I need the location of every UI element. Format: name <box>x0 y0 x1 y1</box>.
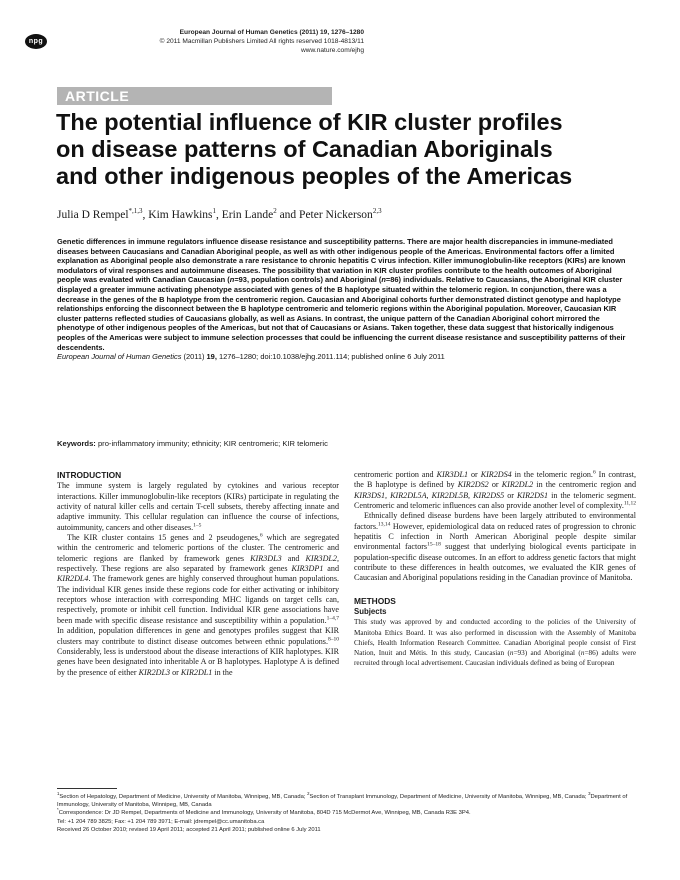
reference-marker[interactable]: 8–10 <box>328 635 339 642</box>
author-list <box>57 207 382 221</box>
author-name: and Peter Nickerson <box>276 208 373 221</box>
abstract <box>57 237 637 362</box>
author-affiliation-marker: 1 <box>212 207 217 215</box>
reference-marker[interactable]: 11,12 <box>623 500 637 507</box>
author-affiliation-marker: 2,3 <box>372 207 382 215</box>
copyright-line: © 2011 Macmillan Publishers Limited All rights reserved 1018-4813/11 <box>159 38 364 45</box>
author-affiliation-marker: 2 <box>273 207 277 215</box>
journal-header <box>0 0 680 80</box>
received-dates-line: Received 26 October 2010; revised 19 April 2011; accepted 21 April 2011; published online 6 July 2011 <box>57 826 321 833</box>
keywords-text: pro-inflammatory immunity; ethnicity; KIR centromeric; KIR telomeric <box>95 439 328 448</box>
affiliations-footnote <box>57 793 639 834</box>
author-name: Julia D Rempel <box>57 208 129 221</box>
section-heading-methods: METHODS <box>354 595 396 606</box>
citation-volume: 19, <box>206 352 217 362</box>
abstract-text: n <box>229 275 235 285</box>
abstract-citation <box>57 352 445 361</box>
abstract-text: =86) individuals. Relative to Caucasians, the Aboriginal KIR cluster displayed a greater immune activating phenotype associated with genes of the B haplotype situated within the telomeric region. In conjunction, there was a decrease in the genes of the B haplotype from the centromeric region. Caucasian and Aboriginal cohorts further demonstrated distinct genotype and haplotype relationships enforcing the disconnect between the B haplotype centromeric and telomeric regions within the Aboriginal population. Moreover, Caucasian KIR cluster patterns reflected studies of Caucasians globally, as well as Asians. In contrast, the unique pattern of the Canadian Aboriginal cohort mirrored the phenotype of other indigenous peoples of the Americas, but not that of Caucasians or Asians. Taken together, these data suggest that historically indigenous peoples of the Americas were subject to immune selection processes that could be influencing the current disease resistance and susceptibility patterns of their descendents. <box>57 275 626 352</box>
keywords-line <box>57 439 328 448</box>
article-title <box>56 109 616 190</box>
author-name: , Kim Hawkins <box>142 208 213 221</box>
title-line: and other indigenous peoples of the Americas <box>56 163 573 189</box>
article-type-label: ARTICLE <box>65 88 130 104</box>
body-paragraph: This study was approved by and conducted according to the policies of the University of Manitoba Ethics Board. It was also performed in discussion with the Assembly of Manitoba Chiefs, Health Information Research Committee. Canadian Aboriginal people consist of First Nation, Inuit and Métis. In this study, Caucasian (n=93) and Aboriginal (n=86) adults were recruited through local advertisement. Caucasian individuals defined as being of European <box>354 618 637 668</box>
body-paragraph: The immune system is largely regulated by cytokines and various receptor interactions. Killer immunoglobulin-like receptors (KIRs) participate in regulating the activity of natural killer cells and certain T-cell subsets, thereby affecting innate and adaptive immunity. This cellular regulation can influence the course of infections, autoimmunity, cancers and other diseases.$^{1-5}$ <box>57 481 339 532</box>
reference-marker[interactable]: 6 <box>259 532 263 539</box>
reference-marker[interactable]: 15–18 <box>427 541 441 548</box>
contact-line: Tel: +1 204 789 3825; Fax: +1 204 789 3971; E-mail: jdrempel@cc.umanitoba.ca <box>57 818 265 825</box>
npg-logo: npg <box>25 34 47 49</box>
subsection-heading-subjects: Subjects <box>354 607 387 617</box>
author-name: , Erin Lande <box>216 208 274 221</box>
reference-marker[interactable]: 1–5 <box>193 522 202 529</box>
abstract-text: n <box>381 275 386 285</box>
affiliation-line: $^1$Section of Hepatology, Department of Medicine, University of Manitoba, Winnipeg, MB, Canada; $^2$Section of Transplant Immunology, Department of Medicine, University of Manitoba, Winnipeg, MB, Canada; $^3$Department of Immunology, University of Manitoba, Winnipeg, MB, Canada <box>57 791 628 809</box>
keywords-label: Keywords: <box>57 439 96 448</box>
abstract-text: Genetic differences in immune regulators influence disease resistance and susceptibility patterns. There are major health discrepancies in immune-mediated diseases between Caucasians and Canadian Aboriginal people, as well as with other indigenous people of the Americas. Environmental factors offer a limited explanation as Aboriginal people also demonstrate a rare resistance to chronic hepatitis C virus infection. Killer immunoglobulin-like receptors (KIRs) are known modulators of viral responses and autoimmune diseases. The possibility that variation in KIR cluster profiles contribute to the health outcomes of Aboriginal people was evaluated with Canadian Caucasian ( <box>57 237 626 285</box>
abstract-text: =93, population controls) and Aboriginal ( <box>234 275 382 285</box>
author-affiliation-marker: *,1,3 <box>128 207 143 215</box>
title-line: on disease patterns of Canadian Aboriginals <box>56 136 553 162</box>
footnote-divider <box>57 788 117 789</box>
journal-website-link[interactable]: www.nature.com/ejhg <box>300 47 364 54</box>
citation-journal: European Journal of Human Genetics <box>57 352 182 362</box>
reference-marker[interactable]: 13,14 <box>378 521 391 528</box>
article-type-banner <box>57 87 332 105</box>
body-column-right <box>354 470 636 668</box>
reference-marker[interactable]: 1–4,7 <box>326 615 339 622</box>
body-paragraph: centromeric portion and KIR3DL1 or KIR2DS4 in the telomeric region.$^6$ In contrast, the B haplotype is defined by KIR2DS2 or KIR2DL2 in the centromeric region and KIR3DS1, KIR2DL5A, KIR2DL5B, KIR2DS5 or KIR2DS1 in the telomeric segment. Centromeric and telomeric influences can also provide another level of complexity.$^{11,12}$ <box>354 469 637 511</box>
section-heading-introduction: INTRODUCTION <box>57 470 122 480</box>
citation-doi[interactable]: 1276–1280; doi:10.1038/ejhg.2011.114; published online 6 July 2011 <box>216 352 445 362</box>
correspondence-line: *Correspondence: Dr JD Rempel, Departments of Medicine and Immunology, University of Manitoba, 804D 715 McDermot Ave, Winnipeg, MB, Canada R3E 3P4. <box>57 807 471 817</box>
citation-year: (2011) <box>181 352 207 362</box>
journal-citation-line: European Journal of Human Genetics (2011) 19, 1276–1280 <box>179 29 364 36</box>
methods-section <box>354 596 636 669</box>
reference-marker[interactable]: 6 <box>592 469 596 476</box>
title-line: The potential influence of KIR cluster profiles <box>56 109 563 135</box>
body-paragraph: The KIR cluster contains 15 genes and 2 pseudogenes,$^6$ which are segregated within the centromeric and telomeric portions of the cluster. The centromeric and telomeric regions are flanked by framework genes KIR3DL3 and KIR3DL2, respectively. These regions are also separated by framework genes KIR3DP1 and KIR2DL4. The framework genes are highly conserved throughout human populations. The individual KIR genes inside these regions code for either activating or inhibitory receptors whose interaction with corresponding MHC ligands on target cells can, respectively, promote or inhibit cell function. Individual KIR gene associations have been made with specific disease resistance and susceptibility within a population.$^{1-4,7}$ In addition, population differences in gene and genotypes profiles suggest that KIR clusters may contribute to distinct disease outcomes between ethnic populations.$^{8-10}$ Considerably, less is understood about the disease interactions of KIR haplotypes. KIR genes have been designated into inheritable A or B haplotypes. Haplotype A is defined by the presence of either KIR2DL3 or KIR2DL1 in the <box>57 532 340 677</box>
body-column-left <box>57 470 339 678</box>
body-paragraph: Ethnically defined disease burdens have been largely attributed to environmental factors.$^{13,14}$ However, epidemiological data on reduced rates of progression to chronic hepatitis C infection in North American Aboriginal people despite similar environmental factors$^{15-18}$ suggest that underlying biological events participate in population-specific disease outcomes. In an effort to address genetic factors that might contribute to these differences in health outcomes, we evaluated the KIR genes of Caucasian and Aboriginal populations residing in the Canadian province of Manitoba. <box>354 511 636 583</box>
